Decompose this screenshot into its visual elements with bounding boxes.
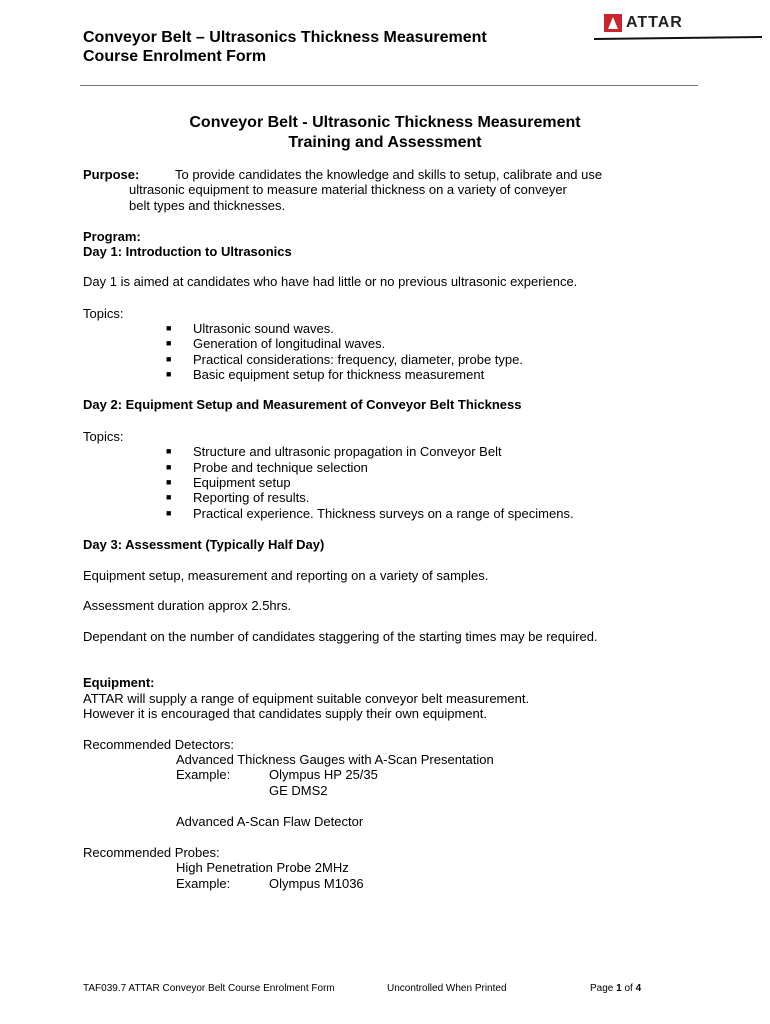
program-label: Program: [83,229,141,244]
probe1-example: Olympus M1036 [269,876,364,891]
detectors-label: Recommended Detectors: [83,737,235,752]
bullet-icon: ■ [166,353,172,364]
list-item: ■ Probe and technique selection [166,459,368,475]
bullet-icon: ■ [166,323,172,333]
header-title [83,28,487,66]
list-item: ■ Reporting of results. [166,490,310,505]
logo-text: ATTAR [626,14,683,31]
probe1-example-label: Example: [176,876,231,891]
footer-form-id: TAF039.7 ATTAR Conveyor Belt Course Enrolment Form [83,983,335,994]
footer-status: Uncontrolled When Printed [387,983,507,994]
bullet-icon: ■ [166,492,172,502]
day3-heading: Day 3: Assessment (Typically Half Day) [83,537,325,552]
day3-para2: Assessment duration approx 2.5hrs. [83,598,292,613]
detector1-example2: GE DMS2 [269,783,328,798]
footer-page-number: Page 1 of 4 [590,983,642,994]
purpose-line1: To provide candidates the knowledge and skills to setup, calibrate and use [175,167,603,182]
header-title-line2: Course Enrolment Form [83,48,267,65]
document-title-line1: Conveyor Belt - Ultrasonic Thickness Measurement [189,114,581,131]
detector1-example1: Olympus HP 25/35 [269,767,378,782]
day2-topics-label: Topics: [83,429,124,444]
detector2: Advanced A-Scan Flaw Detector [176,814,364,829]
probe1: High Penetration Probe 2MHz [176,860,349,875]
bullet-icon: ■ [166,461,172,472]
detector1: Advanced Thickness Gauges with A-Scan Presentation [176,752,494,767]
equipment-label: Equipment: [83,675,155,690]
bullet-icon: ■ [166,446,172,456]
document-title [0,113,770,153]
list-item: ■ Practical considerations: frequency, diameter, probe type. [166,351,523,367]
list-item: ■ Basic equipment setup for thickness measurement [166,367,485,382]
list-item: ■ Practical experience. Thickness surveys on a range of specimens. [166,505,574,521]
list-item: ■ Ultrasonic sound waves. [166,321,334,336]
list-item: ■ Generation of longitudinal waves. [166,336,386,351]
document-title-line2: Training and Assessment [288,134,482,151]
purpose-label: Purpose: [83,167,140,182]
probes-label: Recommended Probes: [83,845,220,860]
day1-topics-label: Topics: [83,306,124,321]
day2-heading: Day 2: Equipment Setup and Measurement of Conveyor Belt Thickness [83,397,522,412]
equipment-line1: ATTAR will supply a range of equipment suitable conveyor belt measurement. [83,691,530,706]
list-item: ■ Structure and ultrasonic propagation in Conveyor Belt [166,444,502,459]
day1-intro: Day 1 is aimed at candidates who have had little or no previous ultrasonic experience. [83,274,578,289]
list-item: ■ Equipment setup [166,475,291,490]
day1-heading: Day 1: Introduction to Ultrasonics [83,244,292,259]
purpose-line3: belt types and thicknesses. [129,198,286,213]
equipment-line2: However it is encouraged that candidates supply their own equipment. [83,706,487,721]
bullet-icon: ■ [166,369,172,379]
bullet-icon: ■ [166,338,172,348]
detector1-example-label: Example: [176,767,231,782]
day3-para3: Dependant on the number of candidates staggering of the starting times may be required. [83,629,598,644]
day3-para1: Equipment setup, measurement and reporting on a variety of samples. [83,568,489,583]
header-divider [80,85,698,86]
purpose-line2: ultrasonic equipment to measure material thickness on a variety of conveyer [129,182,567,197]
bullet-icon: ■ [166,507,172,518]
header-title-line1: Conveyor Belt – Ultrasonics Thickness Measurement [83,29,487,46]
bullet-icon: ■ [166,477,172,487]
